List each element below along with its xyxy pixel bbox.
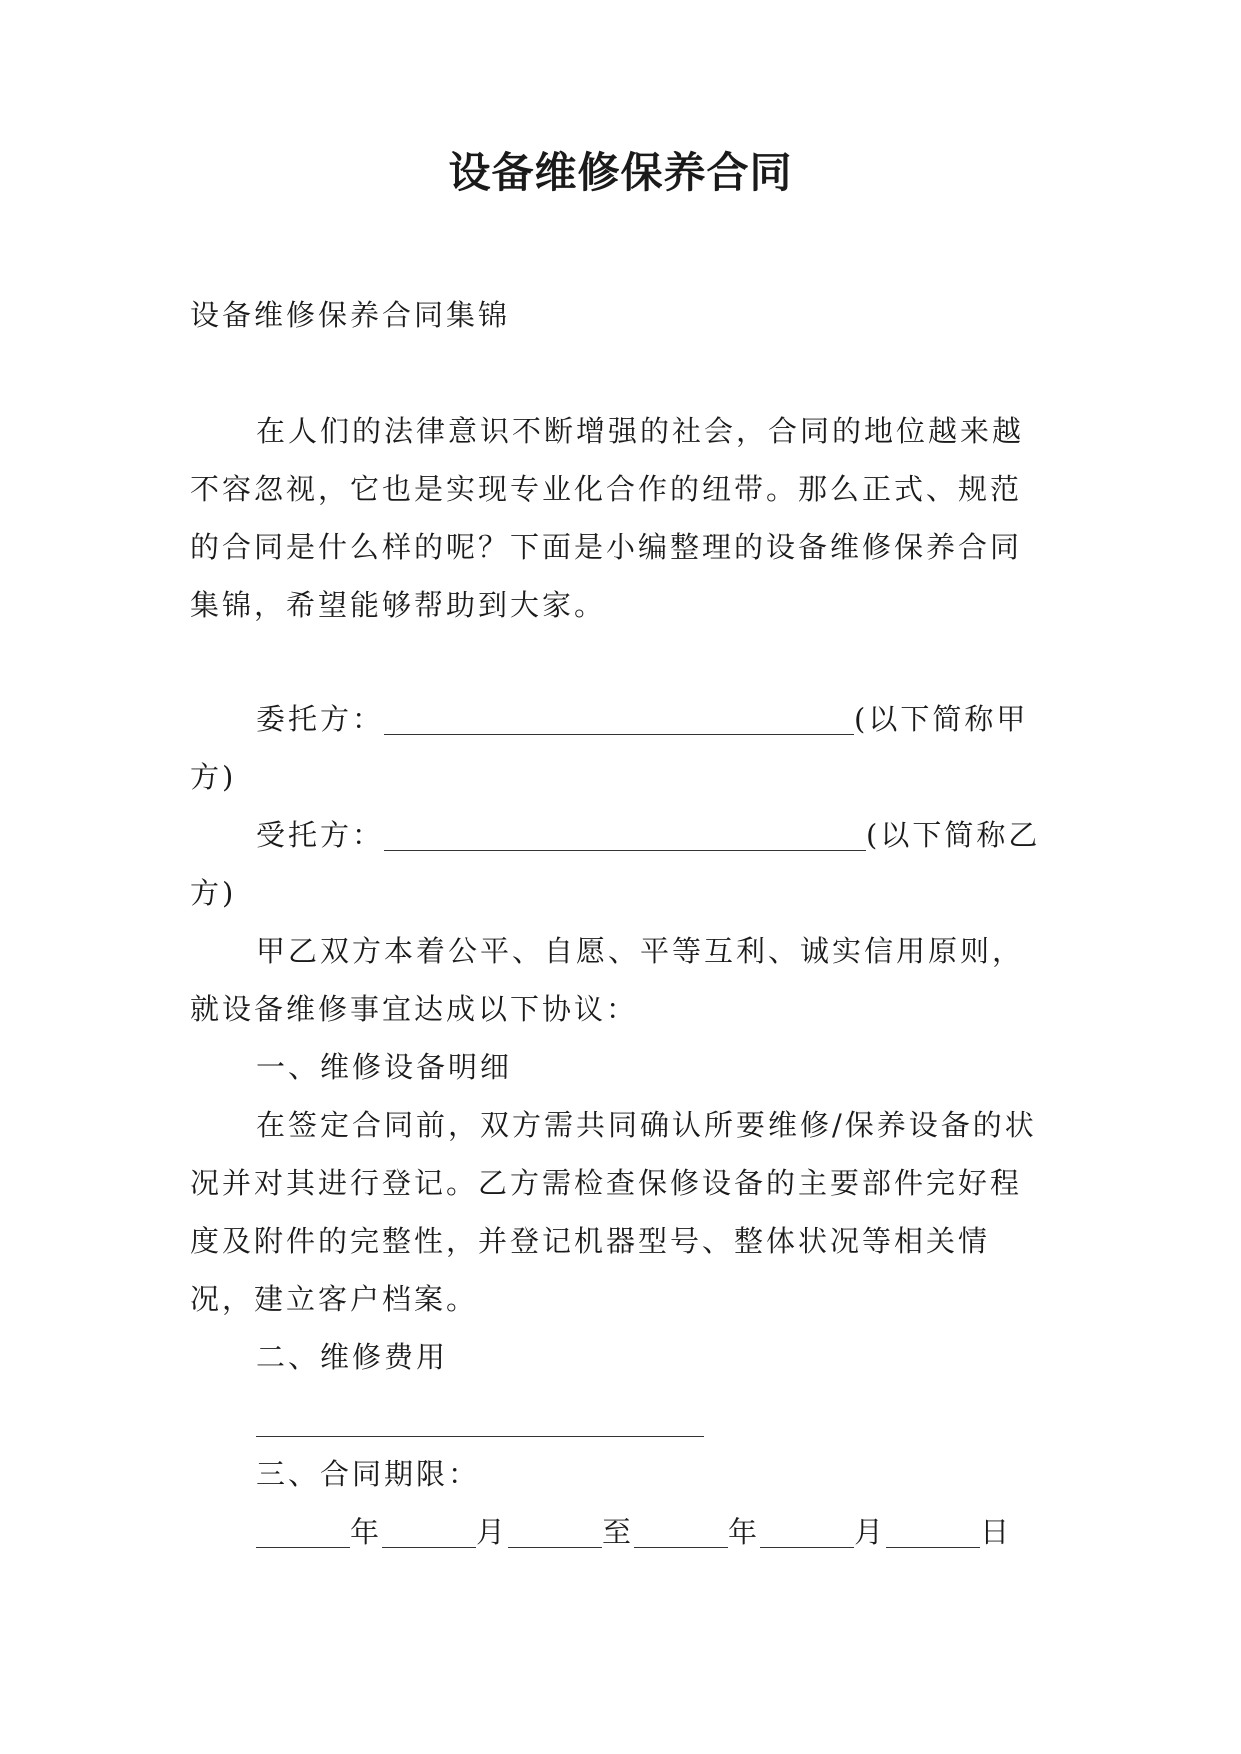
document-title: 设备维修保养合同 xyxy=(448,148,793,197)
maintenance-fee-blank xyxy=(256,1392,704,1437)
party-b-suffix: (以下简称乙方) xyxy=(190,818,1041,910)
start-year-blank xyxy=(256,1513,350,1548)
to-label: 至 xyxy=(602,1515,635,1549)
party-a-label: 委托方： xyxy=(256,702,385,736)
section-2-heading: 二、维修费用 xyxy=(256,1340,449,1374)
party-b-line xyxy=(190,806,1050,922)
end-day-blank xyxy=(886,1513,980,1548)
party-a-blank xyxy=(384,700,854,735)
section-1-heading: 一、维修设备明细 xyxy=(256,1050,513,1084)
end-year-blank xyxy=(634,1513,728,1548)
start-day-blank xyxy=(508,1513,602,1548)
agreement-paragraph: 甲乙双方本着公平、自愿、平等互利、诚实信用原则，就设备维修事宜达成以下协议： xyxy=(190,934,1025,1026)
end-month-blank xyxy=(760,1513,854,1548)
end-year-label: 年 xyxy=(728,1515,761,1549)
end-day-label: 日 xyxy=(980,1515,1013,1549)
party-a-suffix: (以下简称甲方) xyxy=(190,702,1029,794)
end-month-label: 月 xyxy=(854,1515,887,1549)
start-year-label: 年 xyxy=(350,1515,383,1549)
party-b-label: 受托方： xyxy=(256,818,385,852)
section-1-body: 在签定合同前，双方需共同确认所要维修/保养设备的状况并对其进行登记。乙方需检查保修设备的主要部件完好程度及附件的完整性，并登记机器型号、整体状况等相关情况，建立客户档案。 xyxy=(190,1108,1037,1316)
document-subtitle: 设备维修保养合同集锦 xyxy=(190,298,511,332)
party-b-blank xyxy=(384,816,866,851)
section-3-heading: 三、合同期限： xyxy=(256,1457,481,1491)
start-month-label: 月 xyxy=(476,1515,509,1549)
intro-paragraph: 在人们的法律意识不断增强的社会，合同的地位越来越不容忽视，它也是实现专业化合作的纽带。那么正式、规范的合同是什么样的呢？下面是小编整理的设备维修保养合同集锦，希望能够帮助到大家。 xyxy=(190,414,1025,622)
contract-body xyxy=(190,690,1050,1561)
contract-period-row xyxy=(190,1503,1050,1561)
party-a-line xyxy=(190,690,1050,806)
start-month-blank xyxy=(382,1513,476,1548)
